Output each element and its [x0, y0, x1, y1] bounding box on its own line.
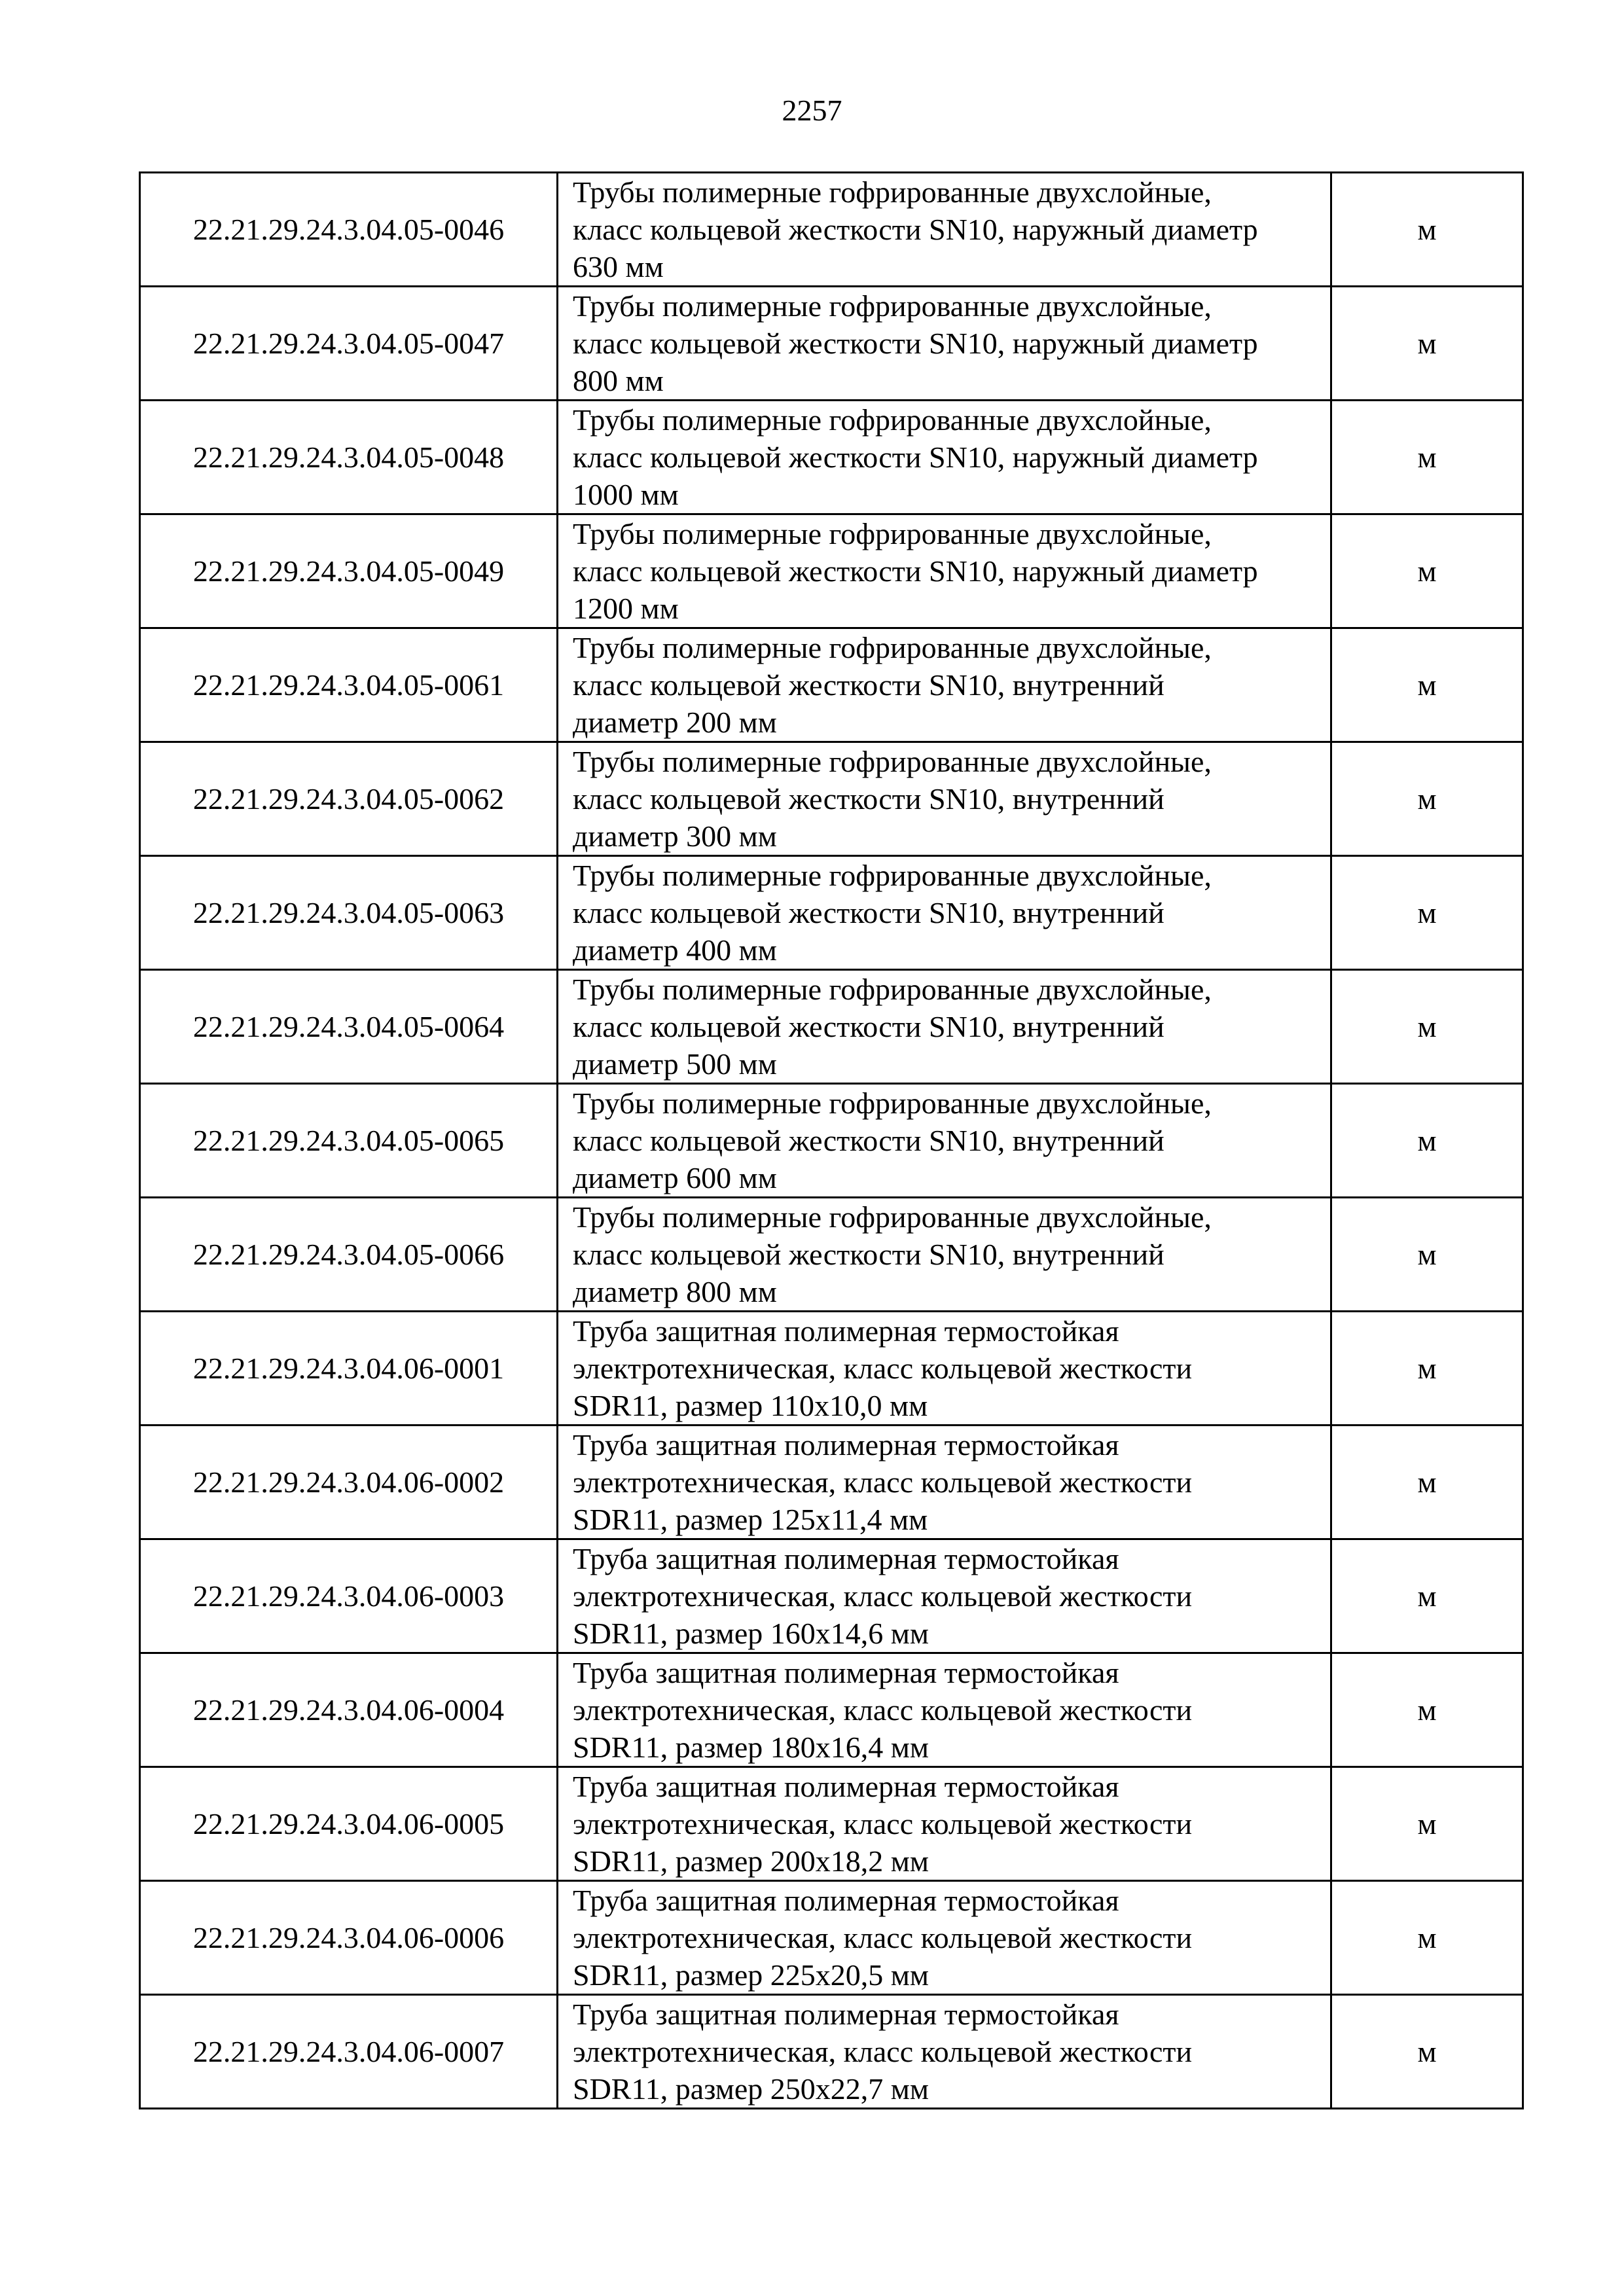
resource-name-line: электротехническая, класс кольцевой жесткости: [573, 1465, 1193, 1499]
resource-name-line: SDR11, размер 225х20,5 мм: [573, 1958, 929, 1992]
resource-table: [139, 171, 1524, 2109]
resource-name-line: диаметр 800 мм: [573, 1275, 777, 1308]
resource-name-line: Труба защитная полимерная термостойкая: [573, 1542, 1119, 1575]
resource-code: 22.21.29.24.3.04.06-0004: [140, 1653, 558, 1767]
table-row: [140, 287, 1523, 401]
resource-name-line: SDR11, размер 160х14,6 мм: [573, 1617, 929, 1650]
resource-name-line: 630 мм: [573, 250, 664, 283]
unit-of-measure: м: [1331, 970, 1523, 1084]
resource-name: [558, 1995, 1331, 2109]
table-row: [140, 1653, 1523, 1767]
resource-name-line: диаметр 300 мм: [573, 819, 777, 853]
resource-name-line: 800 мм: [573, 364, 664, 397]
unit-of-measure: м: [1331, 287, 1523, 401]
resource-code: 22.21.29.24.3.04.05-0046: [140, 173, 558, 287]
resource-code: 22.21.29.24.3.04.05-0049: [140, 514, 558, 628]
resource-name: [558, 1426, 1331, 1539]
resource-name-line: класс кольцевой жесткости SN10, внутренний: [573, 668, 1164, 702]
resource-name-line: Трубы полимерные гофрированные двухслойные,: [573, 745, 1212, 778]
resource-name-line: класс кольцевой жесткости SN10, наружный диаметр: [573, 440, 1258, 474]
resource-name-line: Труба защитная полимерная термостойкая: [573, 1656, 1119, 1689]
resource-code: 22.21.29.24.3.04.05-0063: [140, 856, 558, 970]
unit-of-measure: м: [1331, 856, 1523, 970]
resource-name: [558, 856, 1331, 970]
resource-name-line: Трубы полимерные гофрированные двухслойные,: [573, 289, 1212, 323]
resource-name-line: электротехническая, класс кольцевой жесткости: [573, 1352, 1193, 1385]
resource-name: [558, 1084, 1331, 1198]
table-row: [140, 628, 1523, 742]
resource-code: 22.21.29.24.3.04.06-0005: [140, 1767, 558, 1881]
resource-code: 22.21.29.24.3.04.05-0048: [140, 401, 558, 514]
unit-of-measure: м: [1331, 514, 1523, 628]
resource-name-line: SDR11, размер 125х11,4 мм: [573, 1503, 928, 1536]
resource-name-line: электротехническая, класс кольцевой жесткости: [573, 2035, 1193, 2068]
resource-name: [558, 1539, 1331, 1653]
resource-name-line: класс кольцевой жесткости SN10, внутренний: [573, 896, 1164, 929]
resource-name-line: Трубы полимерные гофрированные двухслойные,: [573, 631, 1212, 664]
resource-name-line: Трубы полимерные гофрированные двухслойные,: [573, 175, 1212, 209]
resource-code: 22.21.29.24.3.04.05-0065: [140, 1084, 558, 1198]
unit-of-measure: м: [1331, 1084, 1523, 1198]
resource-code: 22.21.29.24.3.04.06-0006: [140, 1881, 558, 1995]
table-row: [140, 1767, 1523, 1881]
unit-of-measure: м: [1331, 401, 1523, 514]
resource-name-line: 1000 мм: [573, 478, 679, 511]
resource-name-line: SDR11, размер 110х10,0 мм: [573, 1389, 928, 1422]
resource-code: 22.21.29.24.3.04.05-0064: [140, 970, 558, 1084]
table-row: [140, 1995, 1523, 2109]
resource-name: [558, 1881, 1331, 1995]
table-row: [140, 1084, 1523, 1198]
resource-code: 22.21.29.24.3.04.06-0001: [140, 1312, 558, 1426]
resource-table-body: [140, 173, 1523, 2109]
resource-code: 22.21.29.24.3.04.06-0007: [140, 1995, 558, 2109]
resource-name-line: класс кольцевой жесткости SN10, внутренний: [573, 782, 1164, 816]
unit-of-measure: м: [1331, 1312, 1523, 1426]
resource-name-line: Труба защитная полимерная термостойкая: [573, 1998, 1119, 2031]
resource-name: [558, 401, 1331, 514]
resource-name-line: Трубы полимерные гофрированные двухслойные,: [573, 403, 1212, 437]
resource-name: [558, 1312, 1331, 1426]
resource-name-line: Трубы полимерные гофрированные двухслойные,: [573, 1200, 1212, 1234]
resource-name: [558, 287, 1331, 401]
resource-name-line: электротехническая, класс кольцевой жесткости: [573, 1693, 1193, 1727]
resource-name-line: SDR11, размер 200х18,2 мм: [573, 1844, 929, 1878]
unit-of-measure: м: [1331, 1995, 1523, 2109]
resource-name-line: класс кольцевой жесткости SN10, внутренний: [573, 1238, 1164, 1271]
resource-name-line: электротехническая, класс кольцевой жесткости: [573, 1807, 1193, 1840]
resource-name-line: диаметр 600 мм: [573, 1161, 777, 1194]
table-row: [140, 1881, 1523, 1995]
resource-name-line: Труба защитная полимерная термостойкая: [573, 1428, 1119, 1462]
table-row: [140, 856, 1523, 970]
resource-name-line: Трубы полимерные гофрированные двухслойные,: [573, 517, 1212, 550]
unit-of-measure: м: [1331, 628, 1523, 742]
resource-name-line: диаметр 500 мм: [573, 1047, 777, 1081]
resource-code: 22.21.29.24.3.04.06-0003: [140, 1539, 558, 1653]
resource-name-line: электротехническая, класс кольцевой жесткости: [573, 1921, 1193, 1954]
resource-name: [558, 1198, 1331, 1312]
resource-code: 22.21.29.24.3.04.06-0002: [140, 1426, 558, 1539]
resource-name-line: Трубы полимерные гофрированные двухслойные,: [573, 859, 1212, 892]
table-row: [140, 1312, 1523, 1426]
resource-name-line: 1200 мм: [573, 592, 679, 625]
resource-name: [558, 970, 1331, 1084]
resource-name: [558, 628, 1331, 742]
resource-name-line: SDR11, размер 250х22,7 мм: [573, 2072, 929, 2106]
resource-name-line: класс кольцевой жесткости SN10, внутренний: [573, 1010, 1164, 1043]
resource-name-line: Труба защитная полимерная термостойкая: [573, 1884, 1119, 1917]
unit-of-measure: м: [1331, 1426, 1523, 1539]
table-row: [140, 1539, 1523, 1653]
table-row: [140, 970, 1523, 1084]
resource-code: 22.21.29.24.3.04.05-0062: [140, 742, 558, 856]
table-row: [140, 742, 1523, 856]
resource-name: [558, 514, 1331, 628]
unit-of-measure: м: [1331, 1767, 1523, 1881]
page-number: 2257: [782, 94, 842, 127]
unit-of-measure: м: [1331, 173, 1523, 287]
resource-name-line: класс кольцевой жесткости SN10, наружный диаметр: [573, 213, 1258, 246]
table-row: [140, 1198, 1523, 1312]
resource-name-line: класс кольцевой жесткости SN10, внутренний: [573, 1124, 1164, 1157]
resource-name: [558, 173, 1331, 287]
resource-name: [558, 1767, 1331, 1881]
resource-name-line: диаметр 400 мм: [573, 933, 777, 967]
resource-name-line: диаметр 200 мм: [573, 706, 777, 739]
unit-of-measure: м: [1331, 1653, 1523, 1767]
table-row: [140, 1426, 1523, 1539]
unit-of-measure: м: [1331, 1198, 1523, 1312]
resource-name-line: Трубы полимерные гофрированные двухслойные,: [573, 1086, 1212, 1120]
resource-name-line: Труба защитная полимерная термостойкая: [573, 1314, 1119, 1348]
table-row: [140, 514, 1523, 628]
unit-of-measure: м: [1331, 1881, 1523, 1995]
table-row: [140, 401, 1523, 514]
resource-name: [558, 1653, 1331, 1767]
unit-of-measure: м: [1331, 742, 1523, 856]
resource-name-line: Трубы полимерные гофрированные двухслойные,: [573, 973, 1212, 1006]
resource-name-line: класс кольцевой жесткости SN10, наружный диаметр: [573, 554, 1258, 588]
resource-name: [558, 742, 1331, 856]
resource-code: 22.21.29.24.3.04.05-0047: [140, 287, 558, 401]
resource-name-line: электротехническая, класс кольцевой жесткости: [573, 1579, 1193, 1613]
resource-name-line: SDR11, размер 180х16,4 мм: [573, 1731, 929, 1764]
resource-code: 22.21.29.24.3.04.05-0066: [140, 1198, 558, 1312]
table-row: [140, 173, 1523, 287]
unit-of-measure: м: [1331, 1539, 1523, 1653]
resource-name-line: Труба защитная полимерная термостойкая: [573, 1770, 1119, 1803]
resource-name-line: класс кольцевой жесткости SN10, наружный диаметр: [573, 327, 1258, 360]
resource-code: 22.21.29.24.3.04.05-0061: [140, 628, 558, 742]
